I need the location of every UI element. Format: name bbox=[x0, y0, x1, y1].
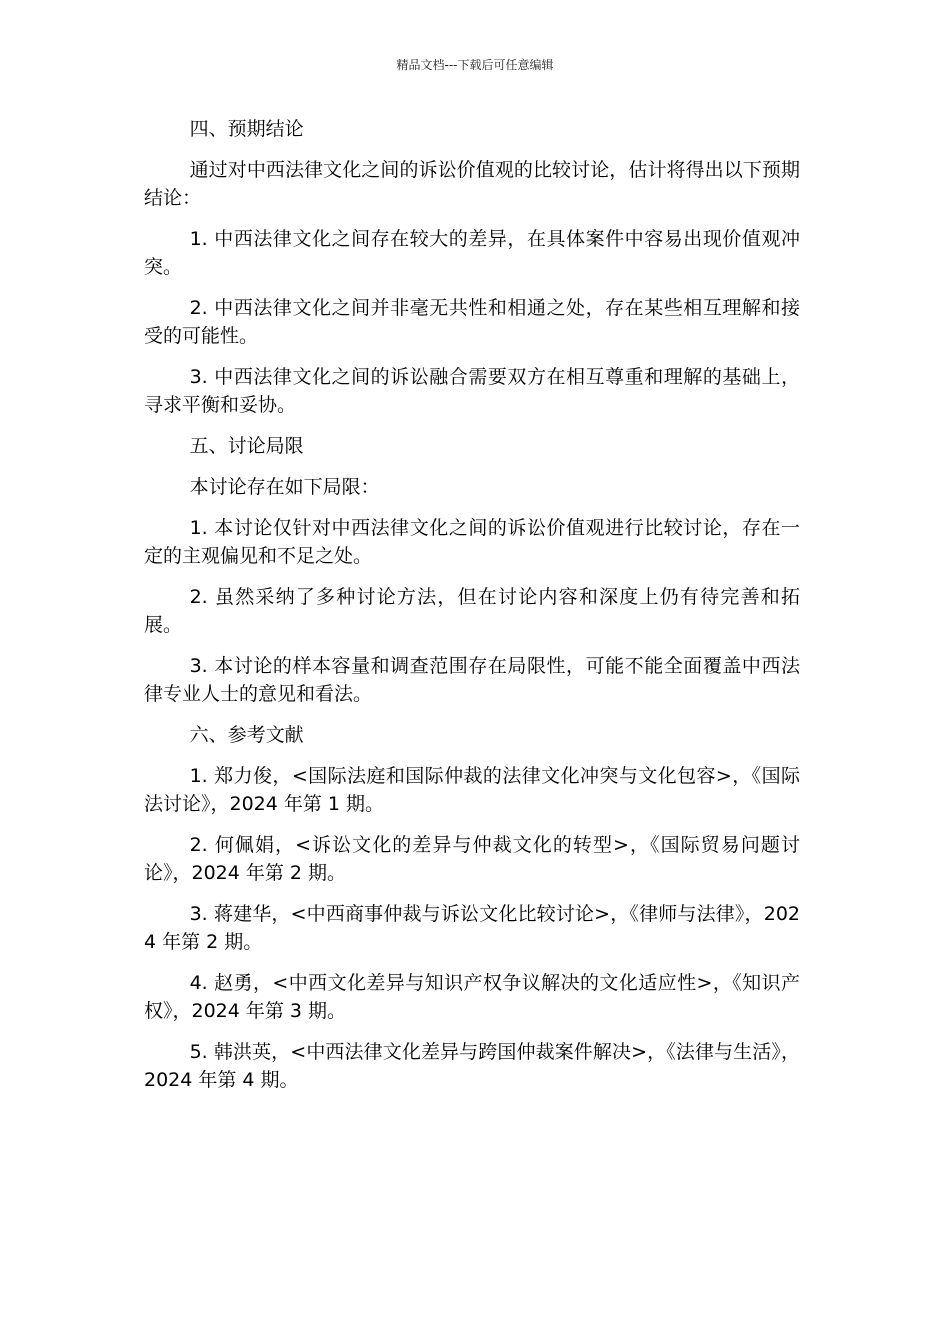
list-item: 3. 中西法律文化之间的诉讼融合需要双方在相互尊重和理解的基础上，寻求平衡和妥协。 bbox=[144, 366, 800, 416]
reference-item: 4. 赵勇，<中西文化差异与知识产权争议解决的文化适应性>，《知识产权》，2024 年第 3 期。 bbox=[144, 972, 800, 1022]
list-item: 1. 中西法律文化之间存在较大的差异，在具体案件中容易出现价值观冲突。 bbox=[144, 228, 800, 278]
section-heading-references: 六、参考文献 bbox=[189, 724, 304, 746]
document-body bbox=[144, 115, 800, 1107]
reference-item: 2. 何佩娟，<诉讼文化的差异与仲裁文化的转型>，《国际贸易问题讨论》，2024 年第 2 期。 bbox=[144, 834, 800, 884]
page-header: 精品文档---下载后可任意编辑 bbox=[396, 58, 554, 72]
reference-item: 3. 蒋建华，<中西商事仲裁与诉讼文化比较讨论>，《律师与法律》，2024 年第 2 期。 bbox=[144, 903, 800, 953]
list-item: 2. 虽然采纳了多种讨论方法，但在讨论内容和深度上仍有待完善和拓展。 bbox=[144, 586, 800, 636]
reference-item: 5. 韩洪英，<中西法律文化差异与跨国仲裁案件解决>，《法律与生活》，2024 年第 4 期。 bbox=[144, 1041, 800, 1091]
paragraph: 本讨论存在如下局限： bbox=[189, 476, 380, 498]
section-heading-limitations: 五、讨论局限 bbox=[189, 435, 304, 457]
section-heading-expected-conclusions: 四、预期结论 bbox=[189, 118, 304, 140]
reference-item: 1. 郑力俊，<国际法庭和国际仲裁的法律文化冲突与文化包容>，《国际法讨论》，2024 年第 1 期。 bbox=[144, 765, 800, 815]
list-item: 3. 本讨论的样本容量和调查范围存在局限性，可能不能全面覆盖中西法律专业人士的意见和看法。 bbox=[144, 655, 800, 705]
list-item: 1. 本讨论仅针对中西法律文化之间的诉讼价值观进行比较讨论，存在一定的主观偏见和不足之处。 bbox=[144, 517, 800, 567]
list-item: 2. 中西法律文化之间并非毫无共性和相通之处，存在某些相互理解和接受的可能性。 bbox=[144, 297, 800, 347]
paragraph: 通过对中西法律文化之间的诉讼价值观的比较讨论，估计将得出以下预期结论： bbox=[144, 159, 800, 209]
